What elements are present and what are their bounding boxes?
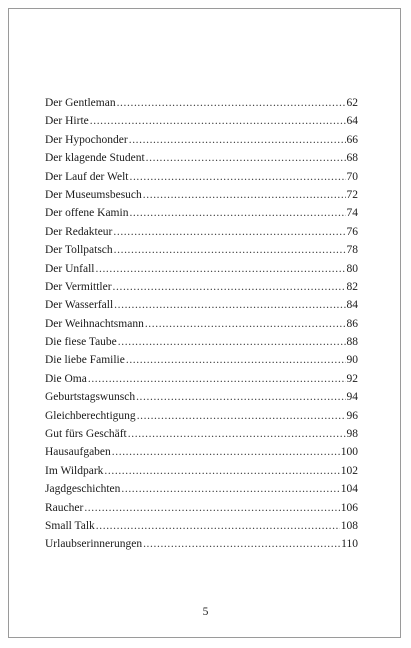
toc-dot-leader	[90, 115, 346, 127]
toc-entry	[45, 97, 358, 115]
toc-entry-page: 84	[346, 299, 358, 312]
toc-entry-title: Der Weihnachtsmann	[45, 317, 144, 330]
toc-entry-page: 86	[346, 317, 358, 330]
toc-dot-leader	[113, 226, 345, 238]
toc-entry-title: Der Vermittler	[45, 280, 112, 293]
toc-entry-title: Der Wasserfall	[45, 299, 114, 312]
toc-entry-page: 104	[340, 483, 358, 496]
toc-entry-page: 102	[340, 464, 358, 477]
toc-entry	[45, 318, 358, 336]
toc-dot-leader	[112, 446, 340, 458]
toc-dot-leader	[96, 520, 340, 532]
toc-entry-page: 82	[346, 280, 358, 293]
toc-entry-page: 76	[346, 225, 358, 238]
toc-entry-page: 98	[346, 428, 358, 441]
toc-entry-page: 78	[346, 244, 358, 257]
toc-entry-title: Jagdgeschichten	[45, 483, 121, 496]
toc-entry-title: Der Lauf der Welt	[45, 170, 129, 183]
toc-entry	[45, 226, 358, 244]
toc-dot-leader	[128, 428, 346, 440]
toc-entry	[45, 263, 358, 281]
toc-dot-leader	[136, 391, 345, 403]
toc-entry-page: 94	[346, 391, 358, 404]
toc-entry	[45, 373, 358, 391]
toc-dot-leader	[114, 244, 346, 256]
toc-entry	[45, 520, 358, 538]
toc-dot-leader	[129, 207, 345, 219]
toc-dot-leader	[137, 410, 346, 422]
toc-entry-title: Der offene Kamin	[45, 207, 129, 220]
toc-entry-title: Der Museumsbesuch	[45, 188, 142, 201]
toc-entry-page: 80	[346, 262, 358, 275]
toc-entry-page: 66	[346, 133, 358, 146]
toc-dot-leader	[118, 336, 346, 348]
toc-entry	[45, 281, 358, 299]
toc-dot-leader	[96, 263, 346, 275]
toc-entry-title: Der Gentleman	[45, 97, 116, 109]
toc-dot-leader	[104, 465, 339, 477]
toc-dot-leader	[84, 502, 339, 514]
toc-entry	[45, 207, 358, 225]
toc-entry-page: 110	[341, 538, 358, 551]
toc-entry-title: Urlaubserinnerungen	[45, 538, 143, 551]
toc-dot-leader	[113, 281, 346, 293]
toc-dot-leader	[121, 483, 339, 495]
toc-dot-leader	[88, 373, 346, 385]
toc-entry-title: Der Redakteur	[45, 225, 113, 238]
toc-entry-page: 106	[340, 501, 358, 514]
toc-entry	[45, 299, 358, 317]
toc-entry-title: Hausaufgaben	[45, 446, 111, 459]
toc-entry-title: Der Hirte	[45, 115, 89, 128]
toc-entry	[45, 244, 358, 262]
toc-entry-page: 68	[346, 152, 358, 165]
toc-entry	[45, 115, 358, 133]
toc-entry-page: 88	[346, 336, 358, 349]
toc-dot-leader	[143, 538, 340, 550]
toc-entry-title: Die fiese Taube	[45, 336, 117, 349]
toc-entry-page: 62	[346, 97, 358, 109]
toc-dot-leader	[117, 97, 346, 109]
toc-dot-leader	[143, 189, 346, 201]
toc-entry-title: Geburtstagswunsch	[45, 391, 136, 404]
toc-dot-leader	[145, 318, 346, 330]
toc-entry-title: Small Talk	[45, 519, 95, 532]
toc-entry-title: Gleichberechtigung	[45, 409, 136, 422]
toc-dot-leader	[129, 171, 345, 183]
toc-entry	[45, 465, 358, 483]
toc-entry-title: Der Tollpatsch	[45, 244, 113, 257]
toc-entry	[45, 502, 358, 520]
toc-dot-leader	[146, 152, 346, 164]
toc-entry	[45, 410, 358, 428]
toc-entry-title: Die Oma	[45, 372, 87, 385]
page-number: 5	[202, 606, 209, 618]
toc-entry	[45, 189, 358, 207]
toc-entry-page: 96	[346, 409, 358, 422]
toc-entry-title: Die liebe Familie	[45, 354, 125, 367]
toc-entry	[45, 391, 358, 409]
toc-entry-page: 92	[346, 372, 358, 385]
toc-entry-title: Der Unfall	[45, 262, 95, 275]
toc-entry-page: 70	[346, 170, 358, 183]
table-of-contents	[45, 97, 358, 557]
toc-entry	[45, 134, 358, 152]
toc-entry-title: Gut fürs Geschäft	[45, 428, 127, 441]
toc-entry-page: 100	[340, 446, 358, 459]
toc-entry	[45, 446, 358, 464]
toc-entry-title: Der klagende Student	[45, 152, 145, 165]
toc-dot-leader	[126, 354, 346, 366]
toc-entry	[45, 483, 358, 501]
toc-dot-leader	[129, 134, 346, 146]
toc-entry-page: 72	[346, 188, 358, 201]
toc-entry	[45, 336, 358, 354]
toc-entry-page: 108	[340, 519, 358, 532]
toc-entry-page: 74	[346, 207, 358, 220]
toc-entry	[45, 152, 358, 170]
toc-entry-page: 64	[346, 115, 358, 128]
toc-entry	[45, 538, 358, 556]
toc-entry-page: 90	[346, 354, 358, 367]
toc-entry	[45, 354, 358, 372]
toc-entry-title: Raucher	[45, 501, 84, 514]
toc-entry-title: Im Wildpark	[45, 464, 104, 477]
toc-entry-title: Der Hypochonder	[45, 133, 128, 146]
toc-dot-leader	[114, 299, 345, 311]
toc-entry	[45, 171, 358, 189]
toc-entry	[45, 428, 358, 446]
